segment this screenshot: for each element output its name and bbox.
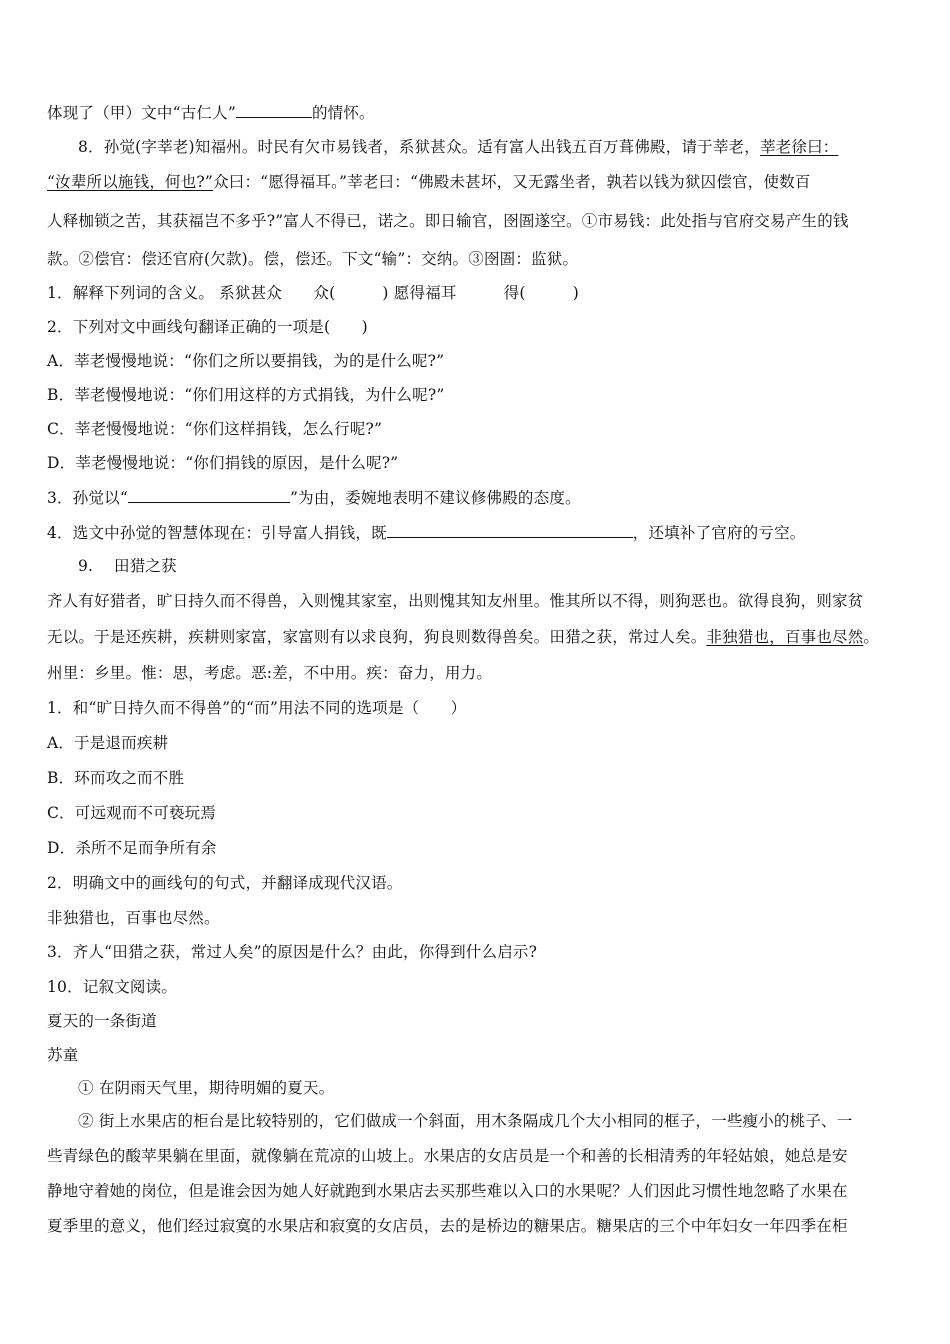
text-line: 体现了（甲）文中“古仁人” 的情怀。 bbox=[47, 104, 375, 122]
question-9-1: 1．和“旷日持久而不得兽”的“而”用法不同的选项是（ ） bbox=[47, 699, 467, 717]
text-line: 无以。于是还疾耕，疾耕则家富，家富则有以求良狗，狗良则数得兽矣。田猎之获，常过人矣。非独猎也，百事也尽然。 bbox=[47, 628, 880, 646]
option-a: A．于是退而疾耕 bbox=[47, 734, 169, 752]
question-9-title: 9. 田猎之获 bbox=[78, 557, 177, 575]
text-line: 静地守着她的岗位，但是谁会因为她人好就跑到水果店去买那些难以入口的水果呢？人们因此习惯性地忽略了水果在 bbox=[47, 1182, 848, 1200]
notes: 州里：乡里。惟：思，考虑。恶:差，不中用。疾：奋力，用力。 bbox=[47, 664, 493, 682]
article-title: 夏天的一条街道 bbox=[47, 1012, 157, 1030]
question-9-2: 2．明确文中的画线句的句式，并翻译成现代汉语。 bbox=[47, 874, 403, 892]
question-8-2: 2．下列对文中画线句翻译正确的一项是( ) bbox=[47, 318, 368, 336]
text-line: 非独猎也，百事也尽然。 bbox=[47, 909, 220, 927]
option-b: B．莘老慢慢地说：“你们用这样的方式捐钱，为什么呢?” bbox=[47, 386, 445, 404]
paragraph-1: ① 在阴雨天气里，期待明媚的夏天。 bbox=[78, 1079, 335, 1097]
option-c: C．莘老慢慢地说：“你们这样捐钱，怎么行呢?” bbox=[47, 420, 383, 438]
underlined-phrase: “汝辈所以施钱，何也?” bbox=[47, 173, 214, 191]
fill-in-blank[interactable] bbox=[128, 487, 290, 503]
option-a: A．莘老慢慢地说：“你们之所以要捐钱，为的是什么呢?” bbox=[47, 352, 445, 370]
question-8-intro: 8．孙觉(字莘老)知福州。时民有欠市易钱者，系狱甚众。适有富人出钱五百万葺佛殿，请于莘老，莘老徐曰： bbox=[78, 138, 839, 156]
question-8-4: 4．选文中孙觉的智慧体现在：引导富人捐钱，既 ，还填补了官府的亏空。 bbox=[47, 524, 806, 542]
question-9-3: 3．齐人“田猎之获，常过人矣”的原因是什么？由此，你得到什么启示? bbox=[47, 943, 538, 961]
paragraph-2: ② 街上水果店的柜台是比较特别的，它们做成一个斜面，用木条隔成几个大小相同的框子，一些瘦小的桃子、一 bbox=[78, 1112, 853, 1130]
underlined-phrase: 莘老徐曰： bbox=[759, 138, 839, 156]
fill-in-blank[interactable] bbox=[236, 102, 312, 118]
text-line: 些青绿色的酸苹果躺在里面，就像躺在荒凉的山坡上。水果店的女店员是一个和善的长相清秀的年轻姑娘，她总是安 bbox=[47, 1147, 848, 1165]
fill-in-blank[interactable] bbox=[387, 522, 633, 538]
text-line: 款。②偿官：偿还官府(欠款)。偿，偿还。下文“输”：交纳。③囹圄：监狱。 bbox=[47, 250, 579, 268]
question-8-1: 1．解释下列词的含义。 系狱甚众 众( ) 愿得福耳 得( ) bbox=[47, 284, 580, 302]
option-d: D．莘老慢慢地说：“你们捐钱的原因，是什么呢?” bbox=[47, 454, 399, 472]
underlined-phrase: 非独猎也，百事也尽然 bbox=[706, 628, 864, 646]
option-c: C．可远观而不可亵玩焉 bbox=[47, 804, 217, 822]
option-b: B．环而攻之而不胜 bbox=[47, 769, 185, 787]
text-line: “汝辈所以施钱，何也?”众曰：“愿得福耳。”莘老曰：“佛殿未甚坏，又无露坐者，孰若以钱为狱囚偿官，使数百 bbox=[47, 173, 811, 191]
question-10-label: 10．记叙文阅读。 bbox=[47, 978, 178, 996]
option-d: D．杀所不足而争所有余 bbox=[47, 839, 217, 857]
question-8-3: 3．孙觉以“ ”为由，委婉地表明不建议修佛殿的态度。 bbox=[47, 489, 581, 507]
text-line: 人释枷锁之苦，其获福岂不多乎?”富人不得已，诺之。即日输官，囹圄遂空。①市易钱：此处指与官府交易产生的钱 bbox=[47, 212, 849, 230]
article-author: 苏童 bbox=[47, 1046, 79, 1064]
text-line: 夏季里的意义，他们经过寂寞的水果店和寂寞的女店员，去的是桥边的糖果店。糖果店的三个中年妇女一年四季在柜 bbox=[47, 1217, 848, 1235]
text-line: 齐人有好猎者，旷日持久而不得兽，入则愧其家室，出则愧其知友州里。惟其所以不得，则狗恶也。欲得良狗，则家贫 bbox=[47, 592, 864, 610]
